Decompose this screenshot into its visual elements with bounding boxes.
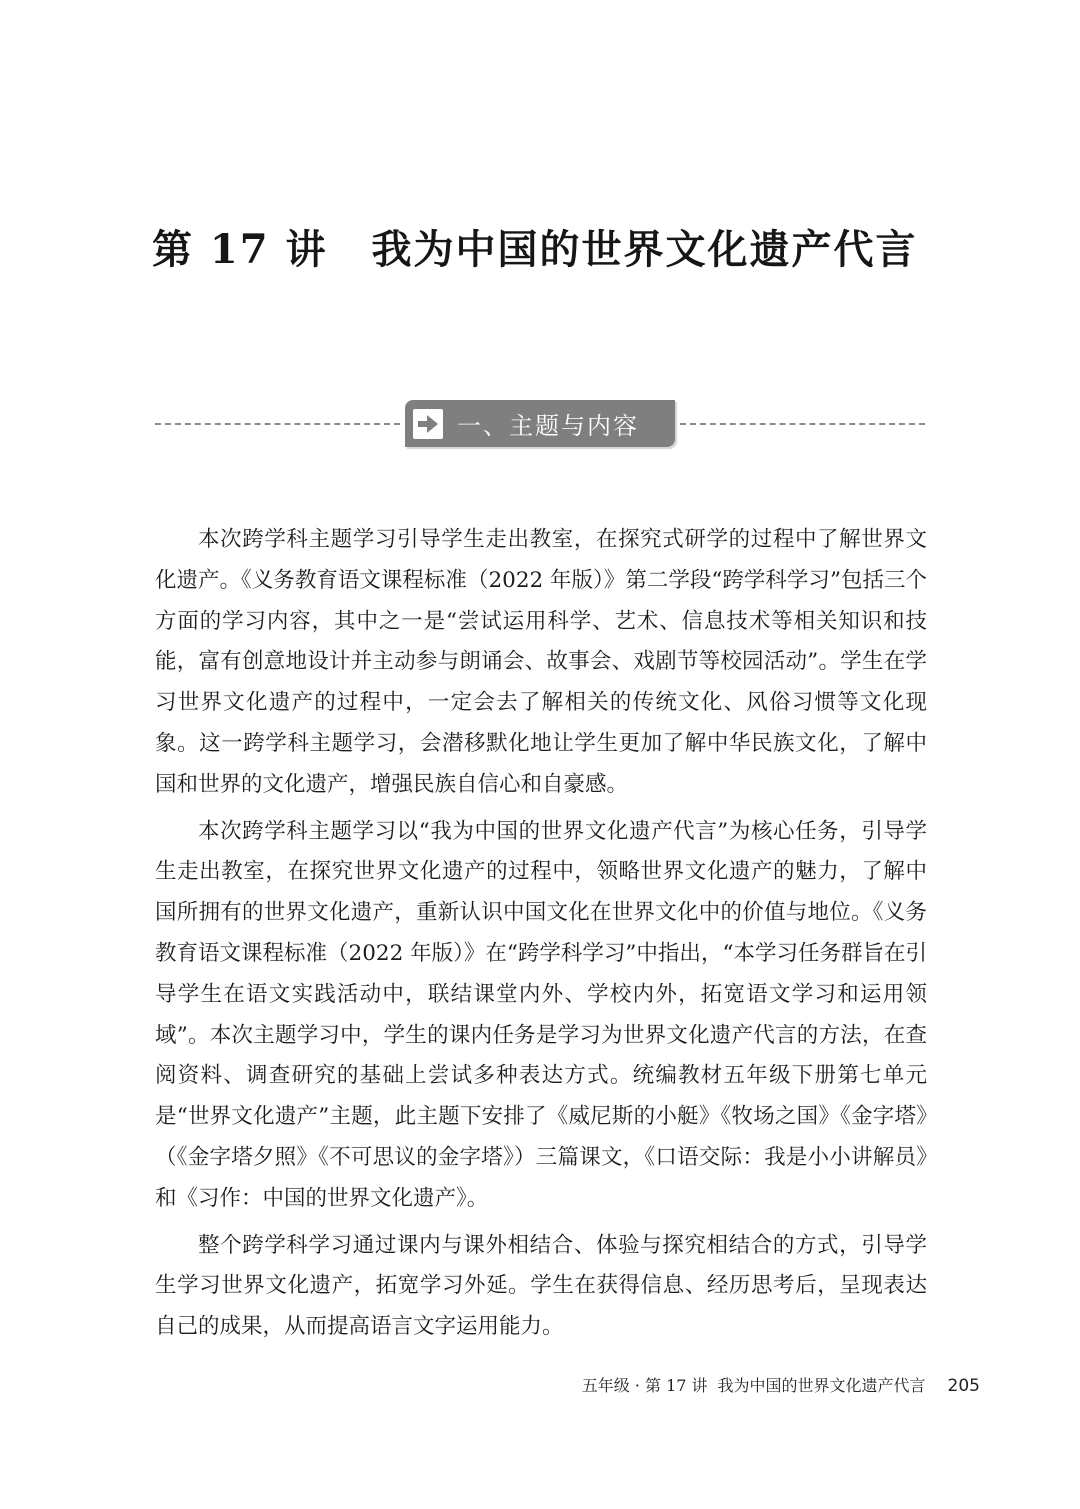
running-head: 五年级 · 第 17 讲: [581, 1376, 708, 1395]
paragraph-3: 整个跨学科学习通过课内与课外相结合、体验与探究相结合的方式，引导学生学习世界文化遗产，拓宽学习外延。学生在获得信息、经历思考后，呈现表达自己的成果，从而提高语言文字运用能力。: [155, 1232, 927, 1340]
page-number: 205: [947, 1376, 980, 1396]
section-heading: [155, 400, 925, 448]
paragraph-2: 本次跨学科主题学习以“我为中国的世界文化遗产代言”为核心任务，引导学生走出教室，在探究世界文化遗产的过程中，领略世界文化遗产的魅力，了解中国所拥有的世界文化遗产，重新认识中国文化在世界文化中的价值与地位。《义务教育语文课程标准（2022 年版）》在“跨学科学习”中指出，“本学习任务群旨在引导学生在语文实践活动中，联结课堂内外、学校内外，拓宽语文学习和运用领域”。本次主题学习中，学生的课内任务是学习为世界文化遗产代言的方法，在查阅资料、调查研究的基础上尝试多种表达方式。统编教材五年级下册第七单元是“世界文化遗产”主题，此主题下安排了《威尼斯的小艇》《牧场之国》《金字塔》（《金字塔夕照》《不可思议的金字塔》）三篇课文，《口语交际：我是小小讲解员》和《习作：中国的世界文化遗产》。: [155, 818, 927, 1211]
body-text: [155, 520, 927, 1354]
dashed-divider-right: [680, 423, 925, 425]
dashed-divider-left: [155, 423, 400, 425]
lecture-topic: 我为中国的世界文化遗产代言: [371, 226, 918, 273]
paragraph-1: 本次跨学科主题学习引导学生走出教室，在探究式研学的过程中了解世界文化遗产。《义务教育语文课程标准（2022 年版）》第二学段“跨学科学习”包括三个方面的学习内容，其中之一是“尝试运用科学、艺术、信息技术等相关知识和技能，富有创意地设计并主动参与朗诵会、故事会、戏剧节等校园活动”。学生在学习世界文化遗产的过程中，一定会去了解相关的传统文化、风俗习惯等文化现象。这一跨学科主题学习，会潜移默化地让学生更加了解中华民族文化，了解中国和世界的文化遗产，增强民族自信心和自豪感。: [155, 527, 927, 797]
running-footer: [582, 1372, 980, 1400]
section-badge: [405, 400, 675, 447]
running-title: 我为中国的世界文化遗产代言: [717, 1376, 926, 1395]
section-label: 一、主题与内容: [457, 412, 639, 440]
lecture-title: [152, 220, 918, 280]
arrow-right-icon: [413, 409, 443, 439]
lecture-number: 第 17 讲: [152, 226, 328, 273]
